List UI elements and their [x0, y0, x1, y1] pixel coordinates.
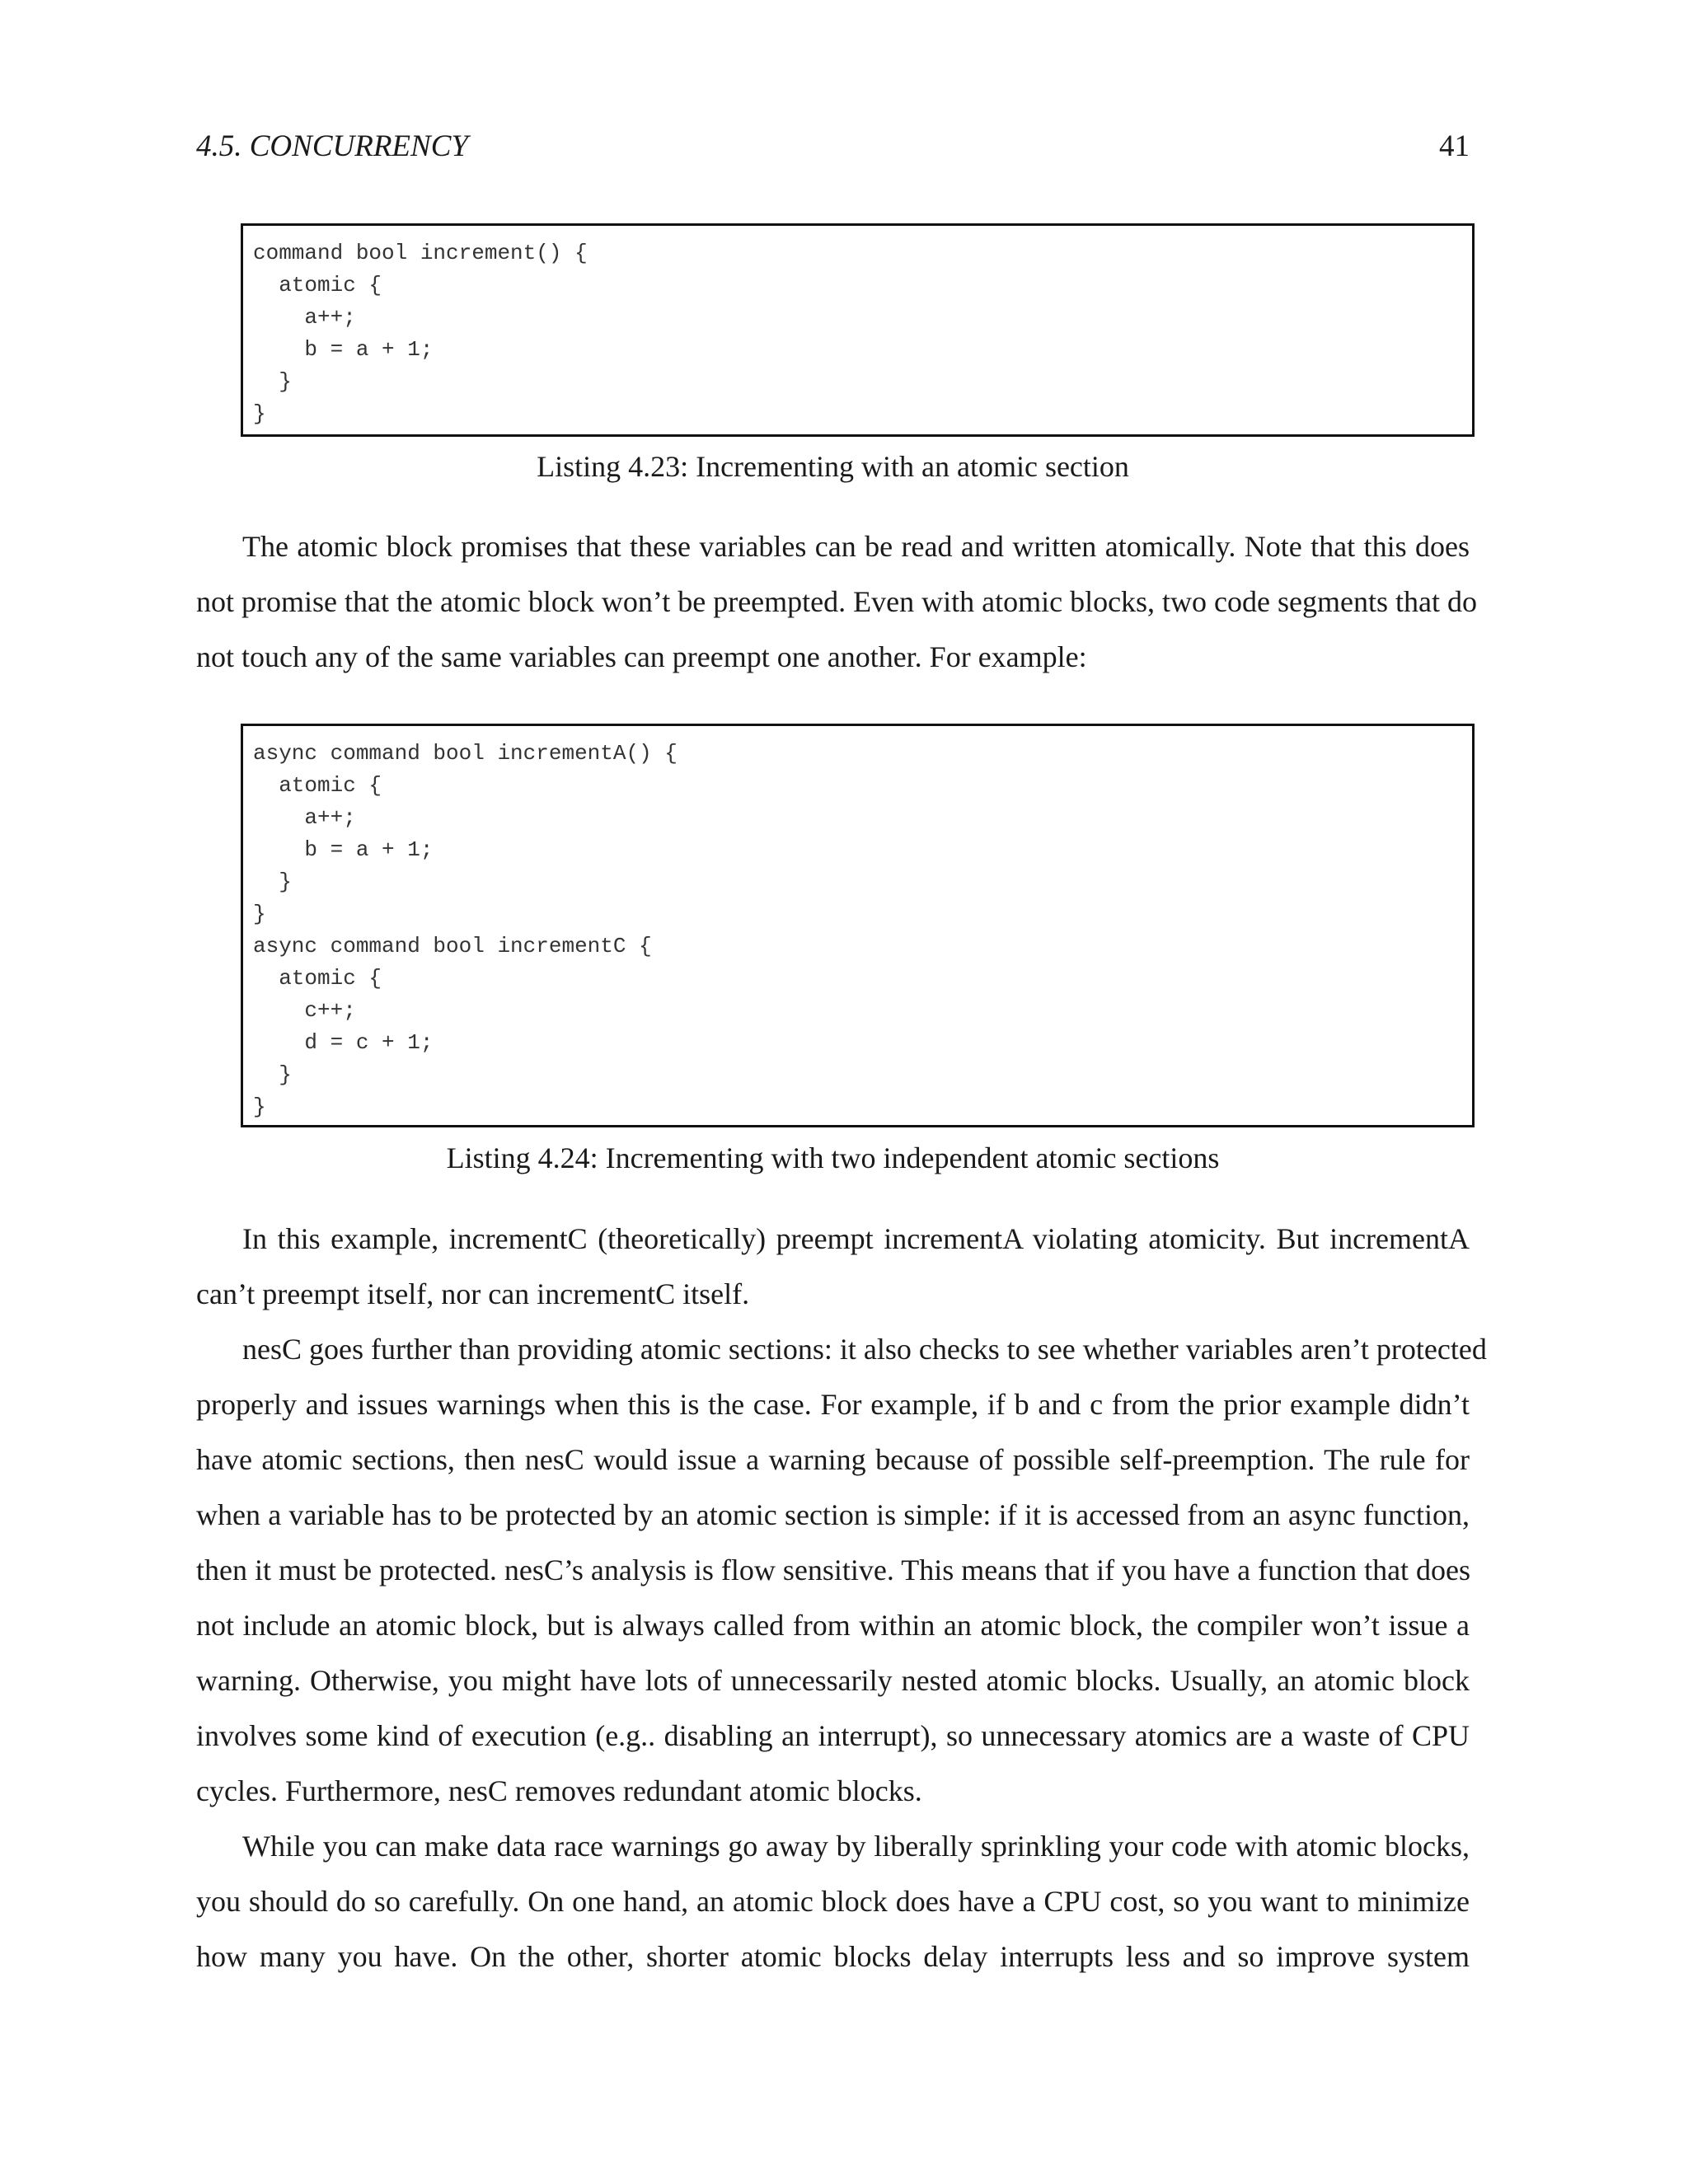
code-line: }: [253, 369, 292, 394]
text-line: warning. Otherwise, you might have lots of unnecessarily nested atomic blocks. Usually, an atomic block: [196, 1664, 1470, 1697]
code-line: b = a + 1;: [253, 837, 434, 862]
text-line: not touch any of the same variables can preempt one another. For example:: [196, 640, 1087, 673]
text-line: The atomic block promises that these variables can be read and written atomically. Note that this does: [242, 530, 1470, 563]
code-line: c++;: [253, 998, 356, 1023]
text-line: In this example, incrementC (theoretically) preempt incrementA violating atomicity. But incrementA: [242, 1222, 1470, 1255]
paragraph: [196, 519, 1477, 685]
text-line: involves some kind of execution (e.g.. disabling an interrupt), so unnecessary atomics are a waste of CPU: [196, 1719, 1470, 1752]
code-line: async command bool incrementC {: [253, 934, 652, 958]
text-line: can’t preempt itself, nor can incrementC itself.: [196, 1277, 750, 1310]
code-line: d = c + 1;: [253, 1030, 434, 1055]
text-line: have atomic sections, then nesC would issue a warning because of possible self-preemption. The rule for: [196, 1443, 1470, 1476]
code-line: atomic {: [253, 273, 382, 298]
code-line: command bool increment() {: [253, 241, 588, 265]
code-line: b = a + 1;: [253, 337, 434, 362]
text-line: nesC goes further than providing atomic sections: it also checks to see whether variables aren’t protected: [242, 1333, 1487, 1366]
paragraph: [196, 1212, 1470, 1322]
page-number: 41: [1439, 129, 1470, 163]
text-line: While you can make data race warnings go away by liberally sprinkling your code with atomic blocks,: [242, 1830, 1470, 1863]
listing-caption: Listing 4.24: Incrementing with two independent atomic sections: [446, 1141, 1220, 1174]
code-line: atomic {: [253, 966, 382, 991]
code-listing-4-23: [241, 223, 1475, 437]
section-title: 4.5. CONCURRENCY: [196, 129, 468, 163]
text-line: cycles. Furthermore, nesC removes redundant atomic blocks.: [196, 1774, 922, 1807]
paragraph: [196, 1322, 1487, 1819]
listing-caption: Listing 4.23: Incrementing with an atomic section: [537, 450, 1129, 483]
text-line: then it must be protected. nesC’s analysis is flow sensitive. This means that if you have a function that does: [196, 1554, 1471, 1586]
paragraph: [196, 1819, 1470, 1985]
code-line: }: [253, 1094, 266, 1119]
text-line: when a variable has to be protected by an atomic section is simple: if it is accessed from an async function,: [196, 1498, 1470, 1531]
code-line: async command bool incrementA() {: [253, 741, 678, 766]
code-listing-4-24: [241, 724, 1475, 1127]
text-line: how many you have. On the other, shorter atomic blocks delay interrupts less and so improve system: [196, 1940, 1470, 1973]
code-line: }: [253, 902, 266, 926]
text-line: you should do so carefully. On one hand, an atomic block does have a CPU cost, so you want to minimize: [196, 1885, 1470, 1918]
code-line: }: [253, 1062, 292, 1087]
running-header: [196, 122, 1470, 171]
code-line: atomic {: [253, 773, 382, 798]
text-line: not promise that the atomic block won’t be preempted. Even with atomic blocks, two code segments that do: [196, 585, 1477, 618]
code-line: a++;: [253, 805, 356, 830]
text-line: properly and issues warnings when this is the case. For example, if b and c from the prior example didn’t: [196, 1388, 1470, 1421]
code-line: }: [253, 869, 292, 894]
code-line: a++;: [253, 305, 356, 330]
code-line: }: [253, 401, 266, 426]
text-line: not include an atomic block, but is always called from within an atomic block, the compiler won’t issue a: [196, 1609, 1470, 1642]
